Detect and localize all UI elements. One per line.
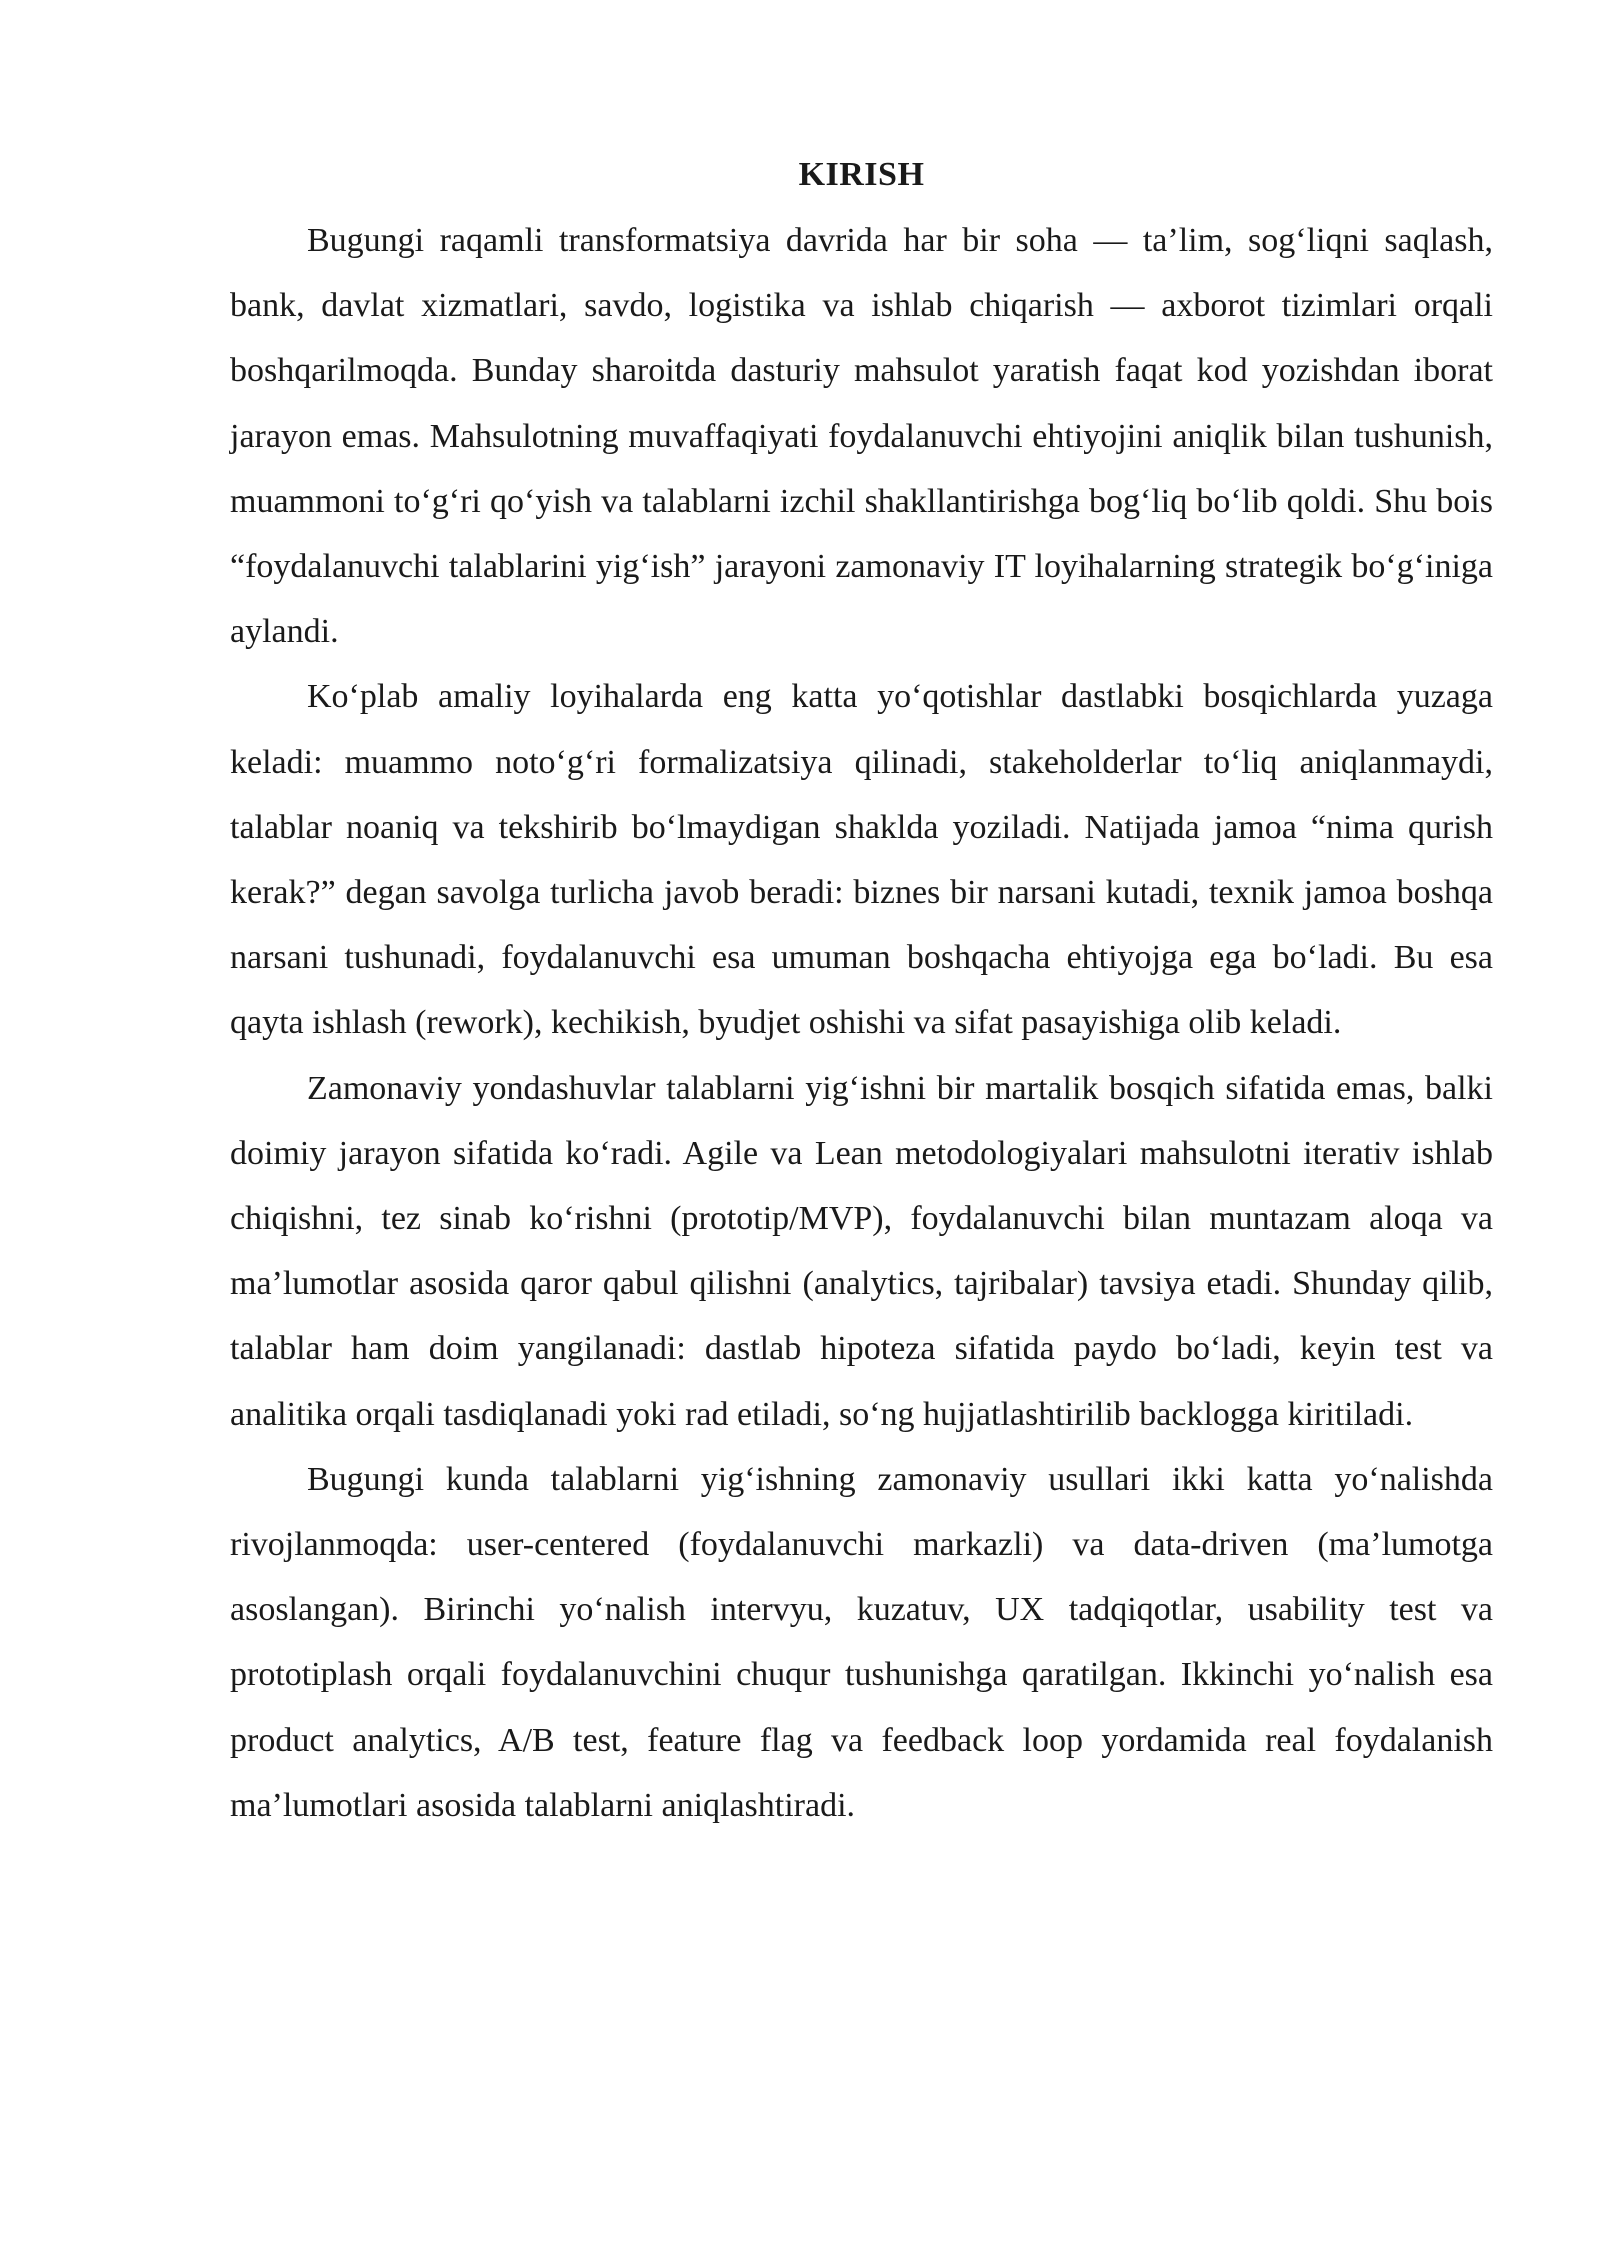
paragraph-3: Zamonaviy yondashuvlar talablarni yig‘ishni bir martalik bosqich sifatida emas, balki doimiy jarayon sifatida ko‘radi. Agile va Lean metodologiyalari mahsulotni iterativ ishlab chiqishni, tez sinab ko‘rishni (prototip/MVP), foydalanuvchi bilan muntazam aloqa va ma’lumotlar asosida qaror qabul qilishni (analytics, tajribalar) tavsiya etadi. Shunday qilib, talablar ham doim yangilanadi: dastlab hipoteza sifatida paydo bo‘ladi, keyin test va analitika orqali tasdiqlanadi yoki rad etiladi, so‘ng hujjatlashtirilib backlogga kiritiladi. — [230, 1069, 1493, 1433]
document-body — [230, 148, 1493, 1838]
paragraph-2: Ko‘plab amaliy loyihalarda eng katta yo‘qotishlar dastlabki bosqichlarda yuzaga keladi: muammo noto‘g‘ri formalizatsiya qilinadi, stakeholderlar to‘liq aniqlanmaydi, talablar noaniq va tekshirib bo‘lmaydigan shaklda yoziladi. Natijada jamoa “nima qurish kerak?” degan savolga turlicha javob beradi: biznes bir narsani kutadi, texnik jamoa boshqa narsani tushunadi, foydalanuvchi esa umuman boshqacha ehtiyojga ega bo‘ladi. Bu esa qayta ishlash (rework), kechikish, byudjet oshishi va sifat pasayishiga olib keladi. — [230, 678, 1493, 1042]
page-title: KIRISH — [798, 156, 925, 193]
paragraph-4: Bugungi kunda talablarni yig‘ishning zamonaviy usullari ikki katta yo‘nalishda rivojlanmoqda: user-centered (foydalanuvchi markazli) va data-driven (ma’lumotga asoslangan). Birinchi yo‘nalish intervyu, kuzatuv, UX tadqiqotlar, usability test va prototiplash orqali foydalanuvchini chuqur tushunishga qaratilgan. Ikkinchi yo‘nalish esa product analytics, A/B test, feature flag va feedback loop yordamida real foydalanish ma’lumotlari asosida talablarni aniqlashtiradi. — [230, 1460, 1493, 1824]
paragraph-1: Bugungi raqamli transformatsiya davrida har bir soha — ta’lim, sog‘liqni saqlash, bank, davlat xizmatlari, savdo, logistika va ishlab chiqarish — axborot tizimlari orqali boshqarilmoqda. Bunday sharoitda dasturiy mahsulot yaratish faqat kod yozishdan iborat jarayon emas. Mahsulotning muvaffaqiyati foydalanuvchi ehtiyojini aniqlik bilan tushunish, muammoni to‘g‘ri qo‘yish va talablarni izchil shakllantirishga bog‘liq bo‘lib qoldi. Shu bois “foydalanuvchi talablarini yig‘ish” jarayoni zamonaviy IT loyihalarning strategik bo‘g‘iniga aylandi. — [230, 222, 1493, 651]
